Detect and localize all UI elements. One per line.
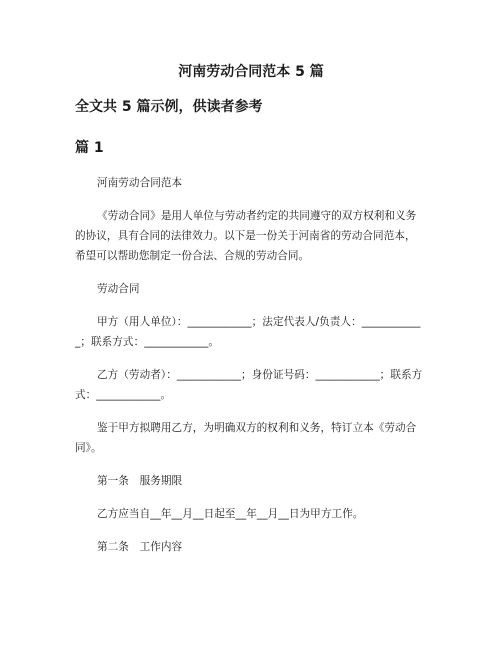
paragraph-article-1-heading: 第一条 服务期限: [97, 475, 183, 487]
paragraph-contract-heading: 劳动合同: [97, 283, 140, 295]
document-body: [75, 173, 426, 570]
paragraph-article-1-body: 乙方应当自__年__月__日起至__年__月__日为甲方工作。: [97, 508, 364, 520]
document-subtitle: 全文共 5 篇示例，供读者参考: [75, 99, 263, 115]
paragraph-preamble: 鉴于甲方拟聘用乙方，为明确双方的权利和义务，特订立本《劳动合同》。: [75, 422, 417, 454]
paragraph-article-2-heading: 第二条 工作内容: [97, 541, 183, 553]
section-heading: 篇 1: [75, 140, 104, 156]
paragraph-contract-name: 河南劳动合同范本: [97, 177, 183, 189]
document-title: 河南劳动合同范本 5 篇: [178, 64, 324, 80]
paragraph-intro: 《劳动合同》是用人单位与劳动者约定的共同遵守的双方权利和义务的协议，具有合同的法律效力。以下是一份关于河南省的劳动合同范本，希望可以帮助您制定一份合法、合规的劳动合同。: [75, 210, 417, 262]
paragraph-party-b: 乙方（劳动者）：____________；身份证号码：____________；联系方式：____________。: [75, 369, 423, 401]
paragraph-party-a: 甲方（用人单位）：____________；法定代表人/负责人：____________；联系方式：____________。: [75, 316, 421, 348]
